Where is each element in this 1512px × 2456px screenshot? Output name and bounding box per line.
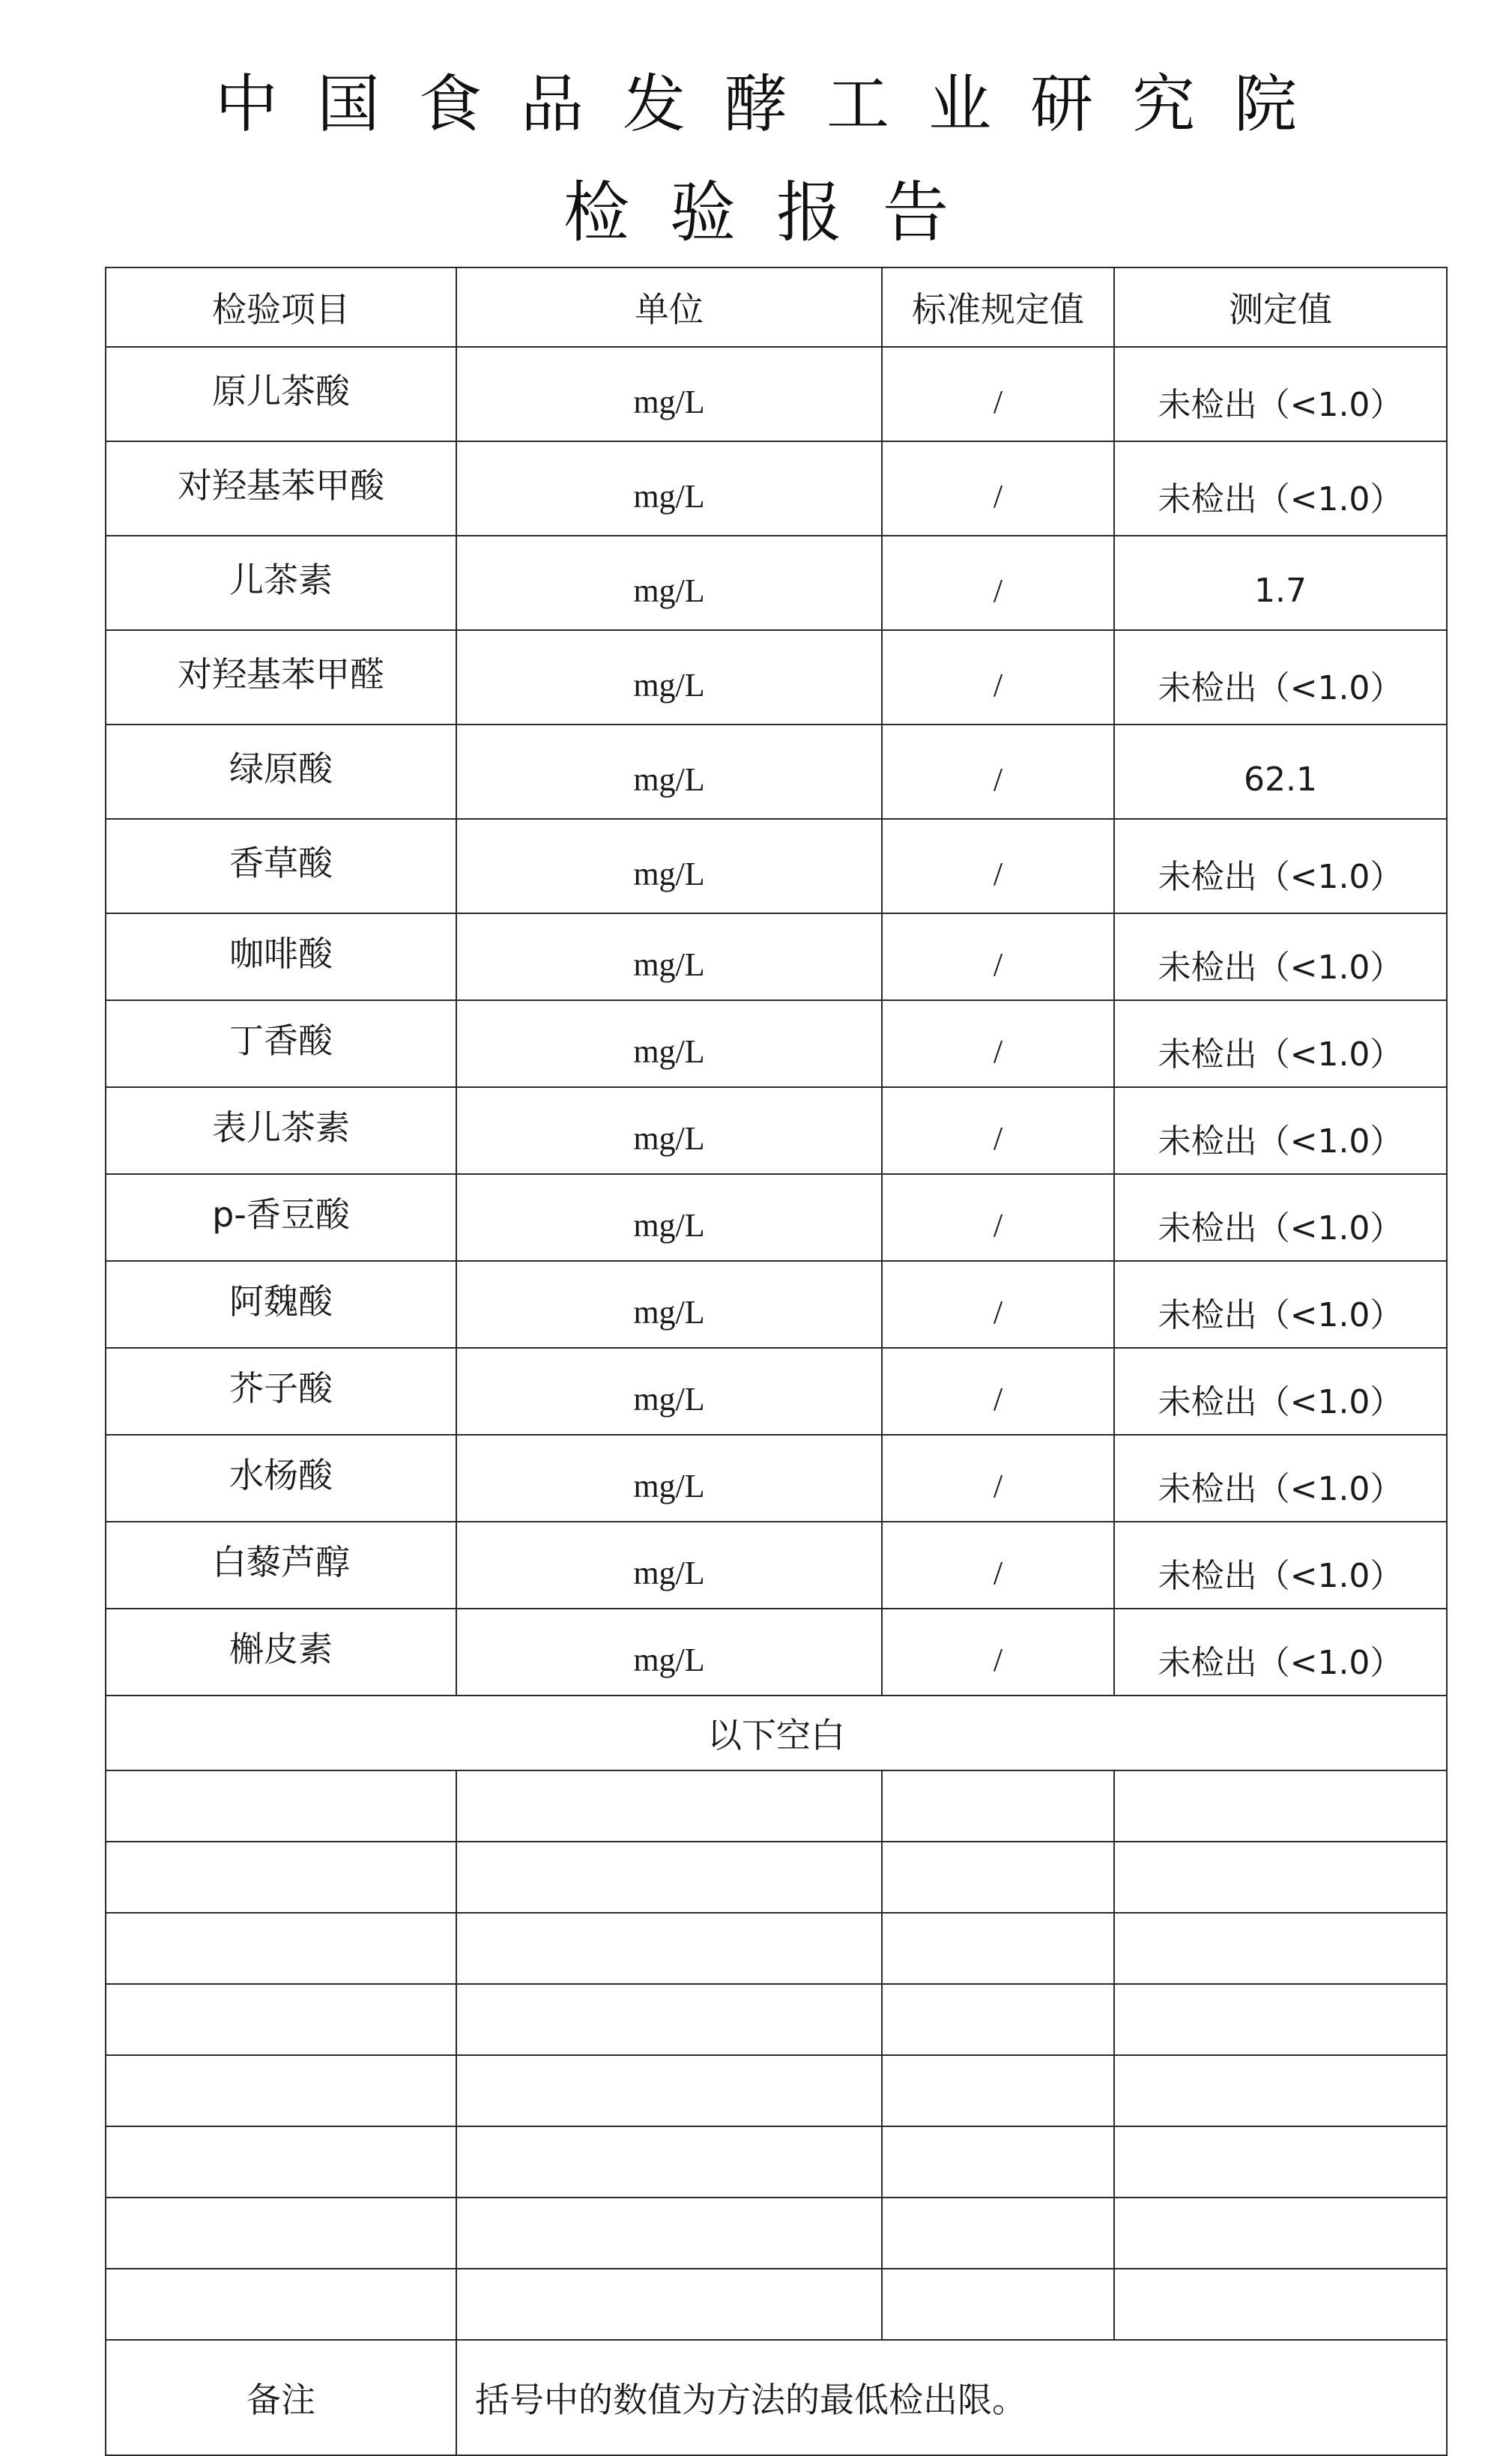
table-row [106,630,1447,725]
empty-cell [456,2055,882,2126]
row-standard: / [882,1435,1114,1522]
table-row [106,725,1447,819]
remarks-label: 备注 [106,2340,456,2455]
empty-cell [456,1770,882,1842]
empty-cell [456,2126,882,2198]
table-row [106,1174,1447,1261]
empty-cell [1114,1842,1447,1913]
row-value: 未检出（<1.0） [1114,347,1447,441]
empty-cell [1114,2126,1447,2198]
empty-cell [456,2269,882,2340]
row-value: 未检出（<1.0） [1114,441,1447,536]
table-row [106,347,1447,441]
empty-cell [456,2198,882,2269]
row-value: 1.7 [1114,536,1447,630]
report-title: 检验报告 [563,174,989,251]
empty-cell [1114,2198,1447,2269]
row-unit: mg/L [456,1348,882,1435]
row-item: p-香豆酸 [106,1174,456,1261]
row-unit: mg/L [456,1522,882,1609]
row-value: 未检出（<1.0） [1114,1348,1447,1435]
empty-cell [882,1842,1114,1913]
empty-row [106,2269,1447,2340]
row-value: 未检出（<1.0） [1114,1000,1447,1087]
row-standard: / [882,441,1114,536]
empty-cell [1114,1984,1447,2055]
empty-cell [106,1842,456,1913]
row-standard: / [882,1522,1114,1609]
empty-cell [882,2126,1114,2198]
empty-cell [882,1770,1114,1842]
table-row [106,819,1447,913]
empty-row [106,2126,1447,2198]
row-unit: mg/L [456,1000,882,1087]
empty-row [106,1842,1447,1913]
institute-title: 中国食品发酵工业研究院 [214,67,1336,141]
row-item: 芥子酸 [106,1348,456,1435]
column-header-item: 检验项目 [106,267,456,347]
row-value: 未检出（<1.0） [1114,1609,1447,1696]
row-item: 表儿茶素 [106,1087,456,1174]
remarks-text: 括号中的数值为方法的最低检出限。 [456,2340,1447,2455]
row-item: 对羟基苯甲醛 [106,630,456,725]
table-row [106,536,1447,630]
empty-cell [882,1913,1114,1984]
table-row [106,1609,1447,1696]
row-value: 未检出（<1.0） [1114,819,1447,913]
empty-cell [1114,2055,1447,2126]
empty-cell [882,2269,1114,2340]
row-standard: / [882,1087,1114,1174]
empty-cell [456,1913,882,1984]
row-item: 原儿茶酸 [106,347,456,441]
row-item: 香草酸 [106,819,456,913]
row-item: 阿魏酸 [106,1261,456,1348]
row-unit: mg/L [456,347,882,441]
empty-cell [882,2055,1114,2126]
empty-cell [882,2198,1114,2269]
row-standard: / [882,1261,1114,1348]
row-standard: / [882,536,1114,630]
row-unit: mg/L [456,536,882,630]
remarks-row [106,2340,1447,2455]
row-item: 对羟基苯甲酸 [106,441,456,536]
row-unit: mg/L [456,913,882,1000]
table-row [106,1522,1447,1609]
empty-cell [882,1984,1114,2055]
table-row [106,1348,1447,1435]
empty-cell [106,2269,456,2340]
empty-cell [106,1984,456,2055]
empty-row [106,1984,1447,2055]
empty-cell [106,1913,456,1984]
row-unit: mg/L [456,1174,882,1261]
empty-row [106,2055,1447,2126]
empty-cell [456,1984,882,2055]
row-value: 未检出（<1.0） [1114,1522,1447,1609]
empty-cell [106,2055,456,2126]
row-value: 未检出（<1.0） [1114,630,1447,725]
row-value: 未检出（<1.0） [1114,913,1447,1000]
empty-cell [456,1842,882,1913]
row-standard: / [882,725,1114,819]
empty-cell [106,1770,456,1842]
table-row [106,441,1447,536]
blank-marker: 以下空白 [106,1696,1447,1770]
row-unit: mg/L [456,1087,882,1174]
empty-cell [106,2198,456,2269]
table-row [106,1261,1447,1348]
row-unit: mg/L [456,1435,882,1522]
row-unit: mg/L [456,1261,882,1348]
row-value: 未检出（<1.0） [1114,1087,1447,1174]
column-header-unit: 单位 [456,267,882,347]
row-standard: / [882,1174,1114,1261]
results-table [105,267,1448,2456]
empty-row [106,1770,1447,1842]
table-header-row [106,267,1447,347]
empty-row [106,2198,1447,2269]
row-standard: / [882,913,1114,1000]
row-item: 水杨酸 [106,1435,456,1522]
row-item: 丁香酸 [106,1000,456,1087]
row-item: 儿茶素 [106,536,456,630]
row-item: 绿原酸 [106,725,456,819]
row-unit: mg/L [456,819,882,913]
row-item: 白藜芦醇 [106,1522,456,1609]
column-header-value: 测定值 [1114,267,1447,347]
row-standard: / [882,347,1114,441]
empty-row [106,1913,1447,1984]
empty-cell [106,2126,456,2198]
empty-cell [1114,2269,1447,2340]
row-standard: / [882,819,1114,913]
row-standard: / [882,630,1114,725]
row-unit: mg/L [456,1609,882,1696]
table-row [106,1000,1447,1087]
row-item: 咖啡酸 [106,913,456,1000]
row-unit: mg/L [456,630,882,725]
column-header-standard: 标准规定值 [882,267,1114,347]
row-item: 槲皮素 [106,1609,456,1696]
table-row [106,1087,1447,1174]
row-value: 未检出（<1.0） [1114,1261,1447,1348]
blank-marker-row [106,1696,1447,1770]
table-row [106,913,1447,1000]
row-value: 未检出（<1.0） [1114,1174,1447,1261]
row-unit: mg/L [456,441,882,536]
empty-cell [1114,1913,1447,1984]
empty-cell [1114,1770,1447,1842]
table-row [106,1435,1447,1522]
row-standard: / [882,1348,1114,1435]
row-value: 62.1 [1114,725,1447,819]
row-standard: / [882,1609,1114,1696]
row-value: 未检出（<1.0） [1114,1435,1447,1522]
row-standard: / [882,1000,1114,1087]
row-unit: mg/L [456,725,882,819]
